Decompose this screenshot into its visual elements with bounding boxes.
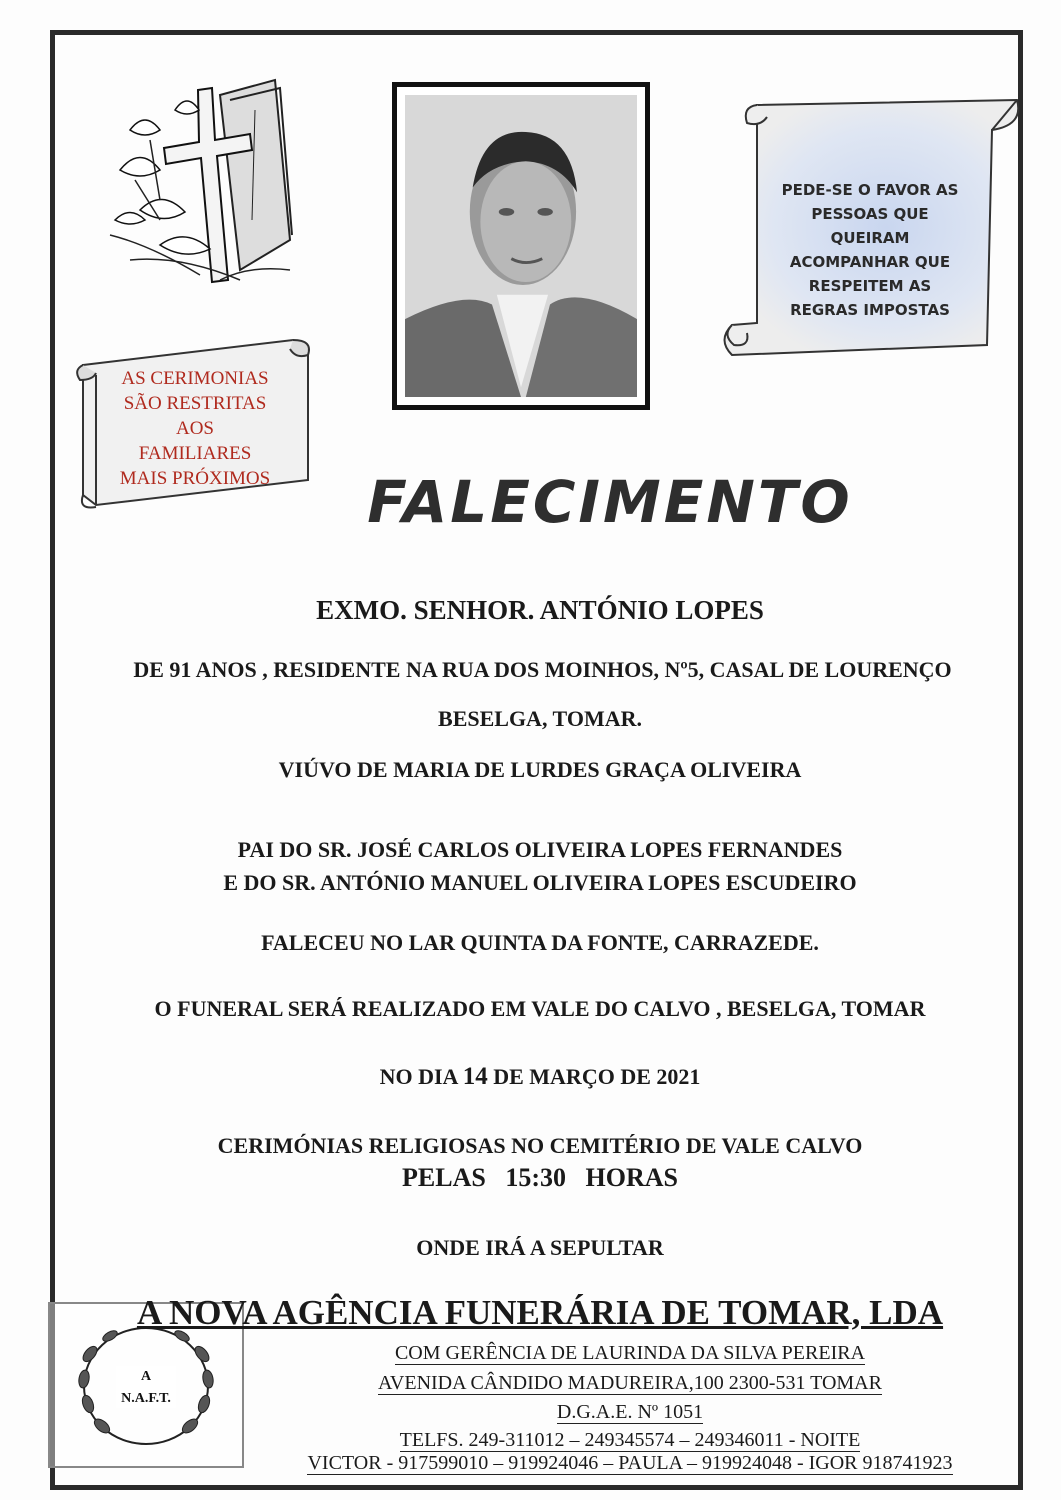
funeral-date-line xyxy=(60,1063,1020,1091)
scroll-left-line: FAMILIARES xyxy=(138,443,252,464)
funeral-line: O FUNERAL SERÁ REALIZADO EM VALE DO CALVO , BESELGA, TOMAR xyxy=(154,996,926,1021)
scroll-left-line: SÃO RESTRITAS xyxy=(123,393,267,414)
page-title: FALECIMENTO xyxy=(367,468,853,536)
logo-acronym: N.A.F.T. xyxy=(121,1391,171,1406)
date-suffix: DE MARÇO DE 2021 xyxy=(493,1064,701,1089)
widower-line: VIÚVO DE MARIA DE LURDES GRAÇA OLIVEIRA xyxy=(278,757,802,782)
scroll-right-line: PEDE-SE O FAVOR AS xyxy=(781,181,959,199)
deceased-name: EXMO. SENHOR. ANTÓNIO LOPES xyxy=(316,595,764,625)
agency-manager xyxy=(250,1342,1010,1365)
scroll-right-text xyxy=(770,178,970,322)
residence-line-1: DE 91 ANOS , RESIDENTE NA RUA DOS MOINHOS, Nº5, CASAL DE LOURENÇO xyxy=(133,657,952,682)
scroll-left-line: AOS xyxy=(175,418,214,439)
portrait-photo xyxy=(392,82,650,410)
scroll-right-line: REGRAS IMPOSTAS xyxy=(790,301,950,319)
father-line-1: PAI DO SR. JOSÉ CARLOS OLIVEIRA LOPES FERNANDES xyxy=(237,837,843,862)
agency-license xyxy=(250,1401,1010,1424)
logo-letter: A xyxy=(140,1369,152,1384)
scroll-left-line: MAIS PRÓXIMOS xyxy=(119,468,271,489)
agency-address xyxy=(250,1372,1010,1395)
father-line-2: E DO SR. ANTÓNIO MANUEL OLIVEIRA LOPES ESCUDEIRO xyxy=(223,870,857,895)
scroll-right-line: RESPEITEM AS xyxy=(808,277,932,295)
death-place-line: FALECEU NO LAR QUINTA DA FONTE, CARRAZEDE. xyxy=(261,930,819,955)
scroll-left-line: AS CERIMONIAS xyxy=(121,368,269,389)
date-day: 14 xyxy=(462,1063,488,1090)
scroll-right-line: PESSOAS QUE xyxy=(811,205,929,223)
cross-lilies-icon xyxy=(100,70,310,300)
agency-phones xyxy=(250,1429,1010,1452)
contacts-text: VICTOR - 917599010 – 919924046 – PAULA – 919924048 - IGOR 918741923 xyxy=(307,1452,953,1474)
date-prefix: NO DIA xyxy=(379,1064,458,1089)
agency-name: A NOVA AGÊNCIA FUNERÁRIA DE TOMAR, LDA xyxy=(136,1293,944,1332)
agency-contacts xyxy=(250,1452,1010,1475)
scroll-right-line: ACOMPANHAR QUE xyxy=(789,253,951,271)
ceremony-line: CERIMÓNIAS RELIGIOSAS NO CEMITÉRIO DE VALE CALVO xyxy=(217,1133,863,1158)
license-text: D.G.A.E. Nº 1051 xyxy=(556,1401,704,1423)
phones-text: TELFS. 249-311012 – 249345574 – 249346011 - NOITE xyxy=(399,1429,861,1451)
ceremony-time: PELAS 15:30 HORAS xyxy=(402,1163,678,1192)
residence-line-2: BESELGA, TOMAR. xyxy=(438,706,642,731)
burial-line: ONDE IRÁ A SEPULTAR xyxy=(416,1235,664,1260)
scroll-left-text xyxy=(95,366,295,491)
address-text: AVENIDA CÂNDIDO MADUREIRA,100 2300-531 TOMAR xyxy=(378,1372,882,1394)
scroll-right-line: QUEIRAM xyxy=(830,229,910,247)
manager-text: COM GERÊNCIA DE LAURINDA DA SILVA PEREIRA xyxy=(394,1342,866,1364)
